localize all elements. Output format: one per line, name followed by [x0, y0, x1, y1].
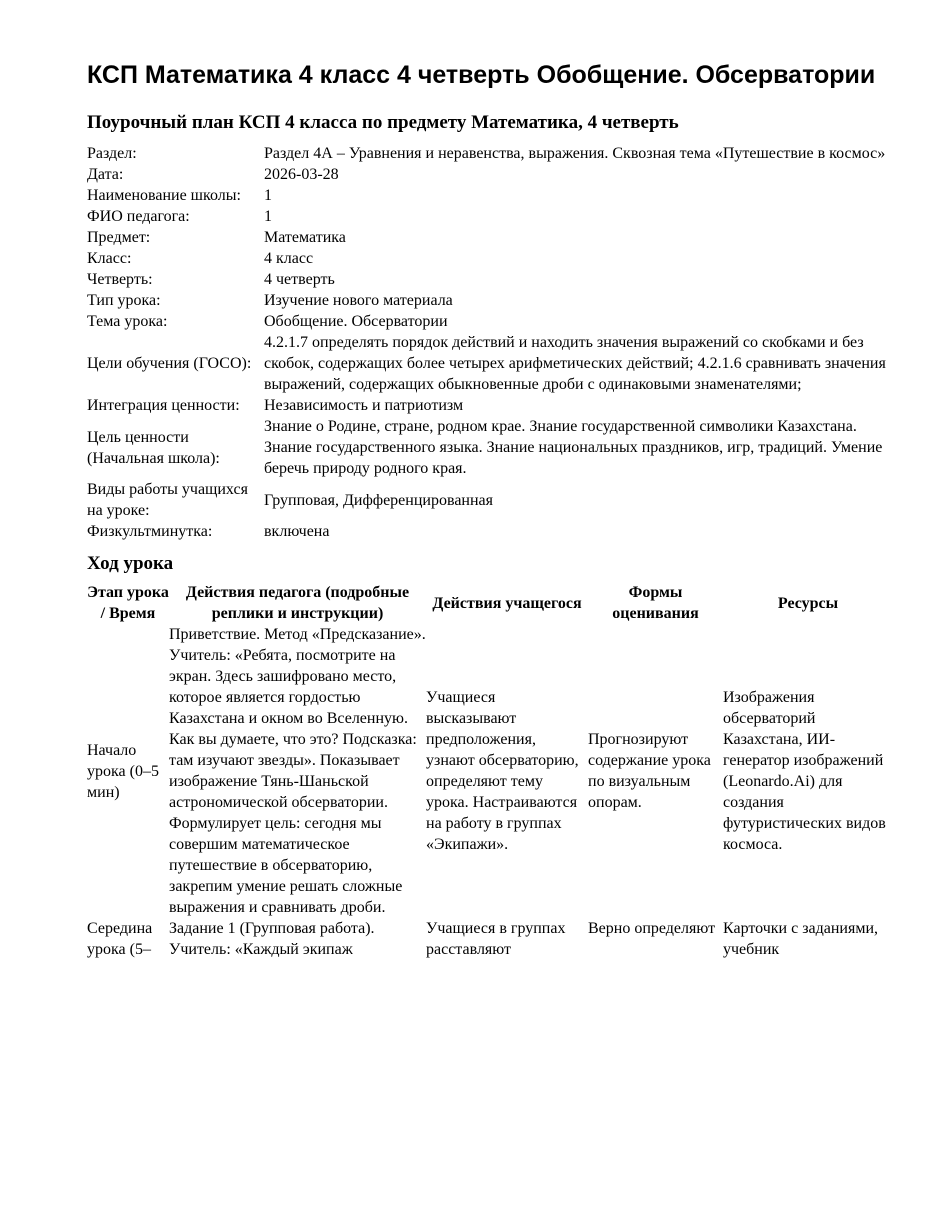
resources-cell: Изображения обсерваторий Казахстана, ИИ-генератор изображений (Leonardo.Ai) для создания футуристических видов космоса.: [723, 689, 886, 853]
info-label: Наименование школы:: [87, 187, 241, 204]
info-value: Математика: [264, 229, 346, 246]
resources-cell: Карточки с заданиями, учебник: [723, 920, 879, 958]
info-row: [87, 479, 893, 521]
info-value: Изучение нового материала: [264, 292, 453, 309]
lesson-info-table: [87, 143, 893, 542]
section-title: Ход урока: [87, 553, 174, 574]
assessment-cell: Прогнозируют содержание урока по визуальным опорам.: [588, 731, 711, 811]
info-value: Раздел 4А – Уравнения и неравенства, выражения. Сквозная тема «Путешествие в космос»: [264, 145, 886, 162]
plan-subtitle: Поурочный план КСП 4 класса по предмету Математика, 4 четверть: [87, 112, 679, 133]
document-title: КСП Математика 4 класс 4 четверть Обобщение. Обсерватории: [87, 61, 876, 89]
info-label: ФИО педагога:: [87, 208, 190, 225]
info-label: Интеграция ценности:: [87, 397, 240, 414]
info-value: Групповая, Дифференцированная: [264, 491, 493, 509]
info-value: 4 четверть: [264, 271, 335, 288]
info-label: Цели обучения (ГОСО):: [87, 355, 252, 372]
student-cell: Учащиеся высказывают предположения, узнают обсерваторию, определяют тему урока. Настраиваются на работу в группах «Экипажи».: [426, 689, 579, 853]
info-label: Виды работы учащихся на уроке:: [87, 481, 248, 519]
info-row: [87, 269, 893, 290]
info-label: Тип урока:: [87, 292, 161, 309]
table-row: [87, 918, 893, 960]
teacher-cell: Приветствие. Метод «Предсказание». Учитель: «Ребята, посмотрите на экран. Здесь зашифровано место, которое является гордостью Казахстана и окном во Вселенную. Как вы думаете, что это? Подсказка: там изучают звезды». Показывает изображение Тянь-Шаньской астрономической обсерватории. Формулирует цель: сегодня мы совершим математическое путешествие в обсерваторию, закрепим умение решать сложные выражения и сравнивать дроби.: [169, 626, 426, 916]
info-row: [87, 332, 893, 395]
stage-cell: Середина урока (5–: [87, 920, 153, 958]
header-stage: Этап урока / Время: [87, 584, 169, 622]
info-value: 2026-03-28: [264, 166, 339, 183]
info-value: Знание о Родине, стране, родном крае. Знание государственной символики Казахстана. Знание государственного языка. Знание национальных праздников, игр, традиций. Умение беречь природу родного края.: [264, 418, 883, 477]
info-row: [87, 416, 893, 479]
info-label: Цель ценности (Начальная школа):: [87, 428, 220, 467]
info-row: [87, 143, 893, 164]
info-label: Раздел:: [87, 145, 137, 162]
teacher-cell: Задание 1 (Групповая работа). Учитель: «Каждый экипаж: [169, 920, 375, 958]
info-value: 1: [264, 208, 272, 225]
stage-cell: Начало урока (0–5 мин): [87, 741, 159, 801]
student-cell: Учащиеся в группах расставляют: [426, 920, 566, 958]
info-row: [87, 248, 893, 269]
info-value: 4 класс: [264, 250, 314, 267]
info-row: [87, 290, 893, 311]
document-page: [87, 60, 893, 960]
info-value: 1: [264, 187, 272, 204]
info-label: Физкультминутка:: [87, 523, 213, 540]
info-row: [87, 227, 893, 248]
info-row: [87, 521, 893, 542]
info-row: [87, 206, 893, 227]
header-resources: Ресурсы: [777, 594, 839, 612]
table-row: [87, 624, 893, 918]
info-row: [87, 185, 893, 206]
info-label: Класс:: [87, 250, 132, 267]
info-value: Независимость и патриотизм: [264, 397, 464, 414]
header-assessment: Формы оценивания: [612, 584, 699, 622]
info-value: Обобщение. Обсерватории: [264, 313, 448, 330]
info-value: включена: [264, 523, 330, 540]
lesson-flow-table: [87, 582, 893, 960]
info-row: [87, 395, 893, 416]
info-row: [87, 164, 893, 185]
info-label: Четверть:: [87, 271, 153, 288]
lesson-header-row: [87, 582, 893, 624]
info-label: Предмет:: [87, 229, 151, 246]
info-label: Дата:: [87, 166, 124, 183]
info-label: Тема урока:: [87, 313, 168, 330]
info-value: 4.2.1.7 определять порядок действий и находить значения выражений со скобками и без скобок, содержащих более четырех арифметических действий; 4.2.1.6 сравнивать значения выражений, содержащих обыкновенные дроби с одинаковыми знаменателями;: [264, 334, 886, 393]
assessment-cell: Верно определяют: [588, 920, 716, 937]
info-row: [87, 311, 893, 332]
header-teacher-actions: Действия педагога (подробные реплики и инструкции): [185, 584, 410, 622]
header-student-actions: Действия учащегося: [432, 594, 582, 612]
